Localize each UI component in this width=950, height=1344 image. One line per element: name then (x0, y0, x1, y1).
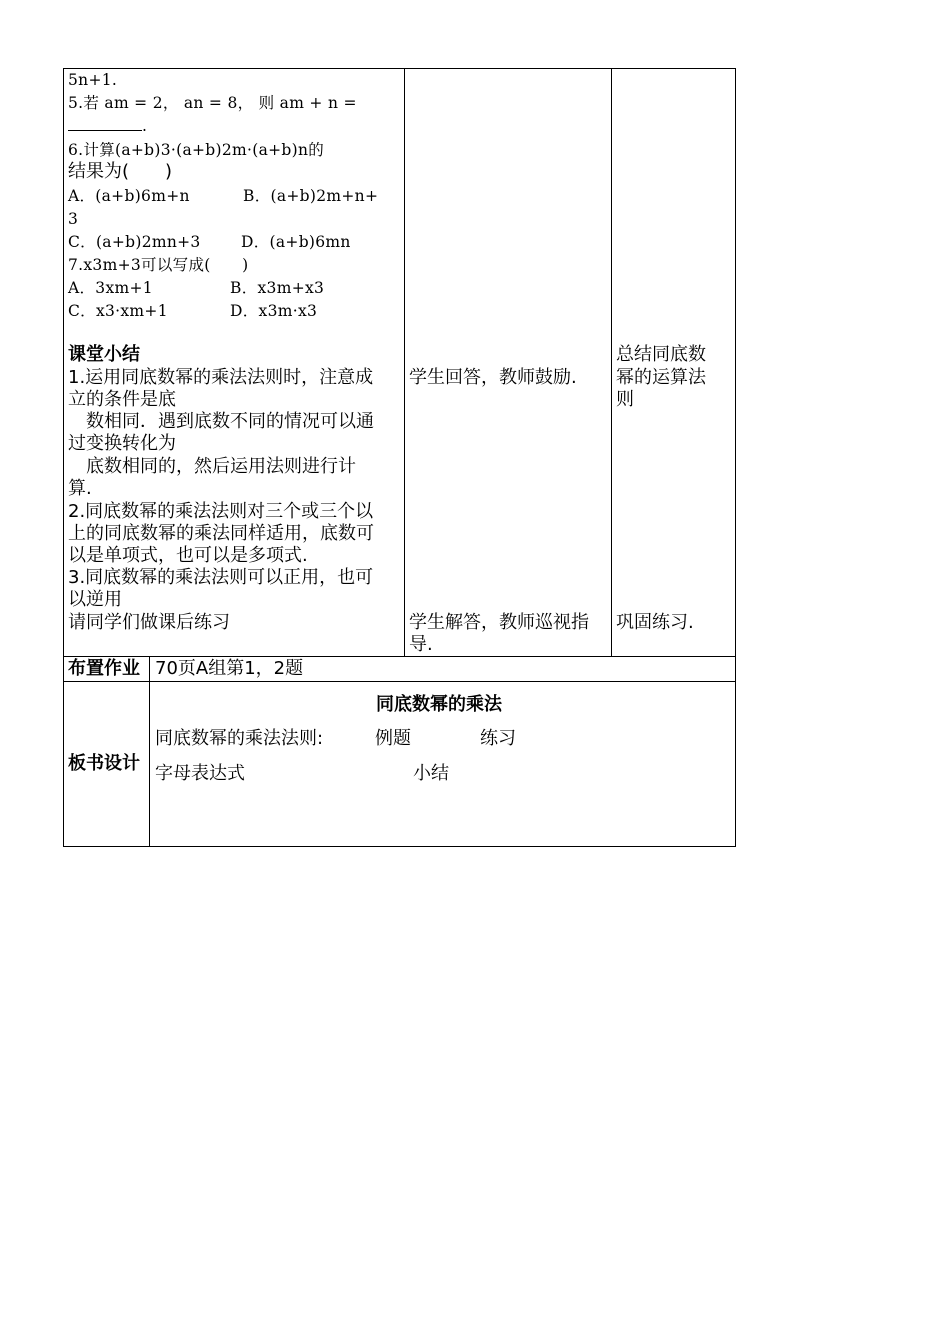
board-design-label: 板书设计 (68, 753, 140, 774)
table-border-top (63, 68, 736, 69)
student-answer-note: 学生回答，教师鼓励. (409, 367, 577, 388)
board-expression: 字母表达式 (155, 763, 245, 784)
summary-title: 课堂小结 (68, 344, 140, 365)
summary-line-3: 数相同．遇到底数不同的情况可以通 (68, 411, 374, 432)
q4-tail: 5n+1. (68, 71, 118, 89)
summary-line-10: 3.同底数幂的乘法法则可以正用，也可 (68, 567, 374, 588)
purpose-practice: 巩固练习. (616, 612, 694, 633)
board-title: 同底数幂的乘法 (376, 694, 502, 715)
summary-line-9: 以是单项式，也可以是多项式. (68, 545, 308, 566)
summary-line-11: 以逆用 (68, 589, 122, 610)
q5-blank-line (68, 115, 147, 138)
q7-line1: 7.x3m+3可以写成( ) (68, 256, 249, 274)
homework-label: 布置作业 (68, 658, 140, 679)
summary-line-6: 算. (68, 478, 92, 499)
purpose-summary-1: 总结同底数 (616, 344, 706, 365)
summary-line-1: 1.运用同底数幂的乘法法则时，注意成 (68, 367, 374, 388)
summary-line-7: 2.同底数幂的乘法法则对三个或三个以 (68, 501, 374, 522)
summary-line-5: 底数相同的，然后运用法则进行计 (68, 456, 356, 477)
student-solve-note-1: 学生解答，教师巡视指 (409, 612, 589, 633)
q6-option-a: A．(a+b)6m+n (68, 187, 190, 205)
table-border-left (63, 68, 64, 847)
board-summary: 小结 (413, 763, 449, 784)
q5-line1: 5.若 am = 2， an = 8， 则 am + n = (68, 94, 357, 112)
table-border-right (735, 68, 736, 847)
q6-line1: 6.计算(a+b)3·(a+b)2m·(a+b)n的 (68, 141, 325, 159)
q6-option-b-cont: 3 (68, 210, 79, 228)
table-border-bottom (63, 846, 736, 847)
q7-option-b: B．x3m+x3 (230, 279, 325, 297)
q7-option-c: C．x3·xm+1 (68, 302, 168, 320)
q7-option-d: D．x3m·x3 (230, 302, 318, 320)
q5-period: . (142, 117, 148, 135)
q6-option-b: B．(a+b)2m+n+ (243, 187, 379, 205)
homework-prompt: 请同学们做课后练习 (68, 612, 230, 633)
board-practice: 练习 (480, 728, 516, 749)
student-solve-note-2: 导. (409, 634, 433, 655)
table-divider-left-mid (404, 68, 405, 656)
q7-option-a: A．3xm+1 (68, 279, 153, 297)
summary-line-2: 立的条件是底 (68, 389, 176, 410)
purpose-summary-3: 则 (616, 389, 634, 410)
table-divider-label (149, 656, 150, 847)
summary-line-8: 上的同底数幂的乘法同样适用，底数可 (68, 523, 374, 544)
q6-option-d: D．(a+b)6mn (241, 233, 351, 251)
table-border-row-homework-top (63, 656, 736, 657)
q6-option-c: C．(a+b)2mn+3 (68, 233, 201, 251)
q6-line2: 结果为( ) (68, 161, 173, 182)
board-example: 例题 (375, 728, 411, 749)
q5-answer-blank (68, 115, 142, 131)
summary-line-4: 过变换转化为 (68, 433, 176, 454)
purpose-summary-2: 幂的运算法 (616, 367, 706, 388)
homework-content: 70页A组第1，2题 (155, 658, 304, 679)
board-rule: 同底数幂的乘法法则: (155, 728, 324, 749)
table-border-row-board-top (63, 681, 736, 682)
table-divider-mid-right (611, 68, 612, 656)
